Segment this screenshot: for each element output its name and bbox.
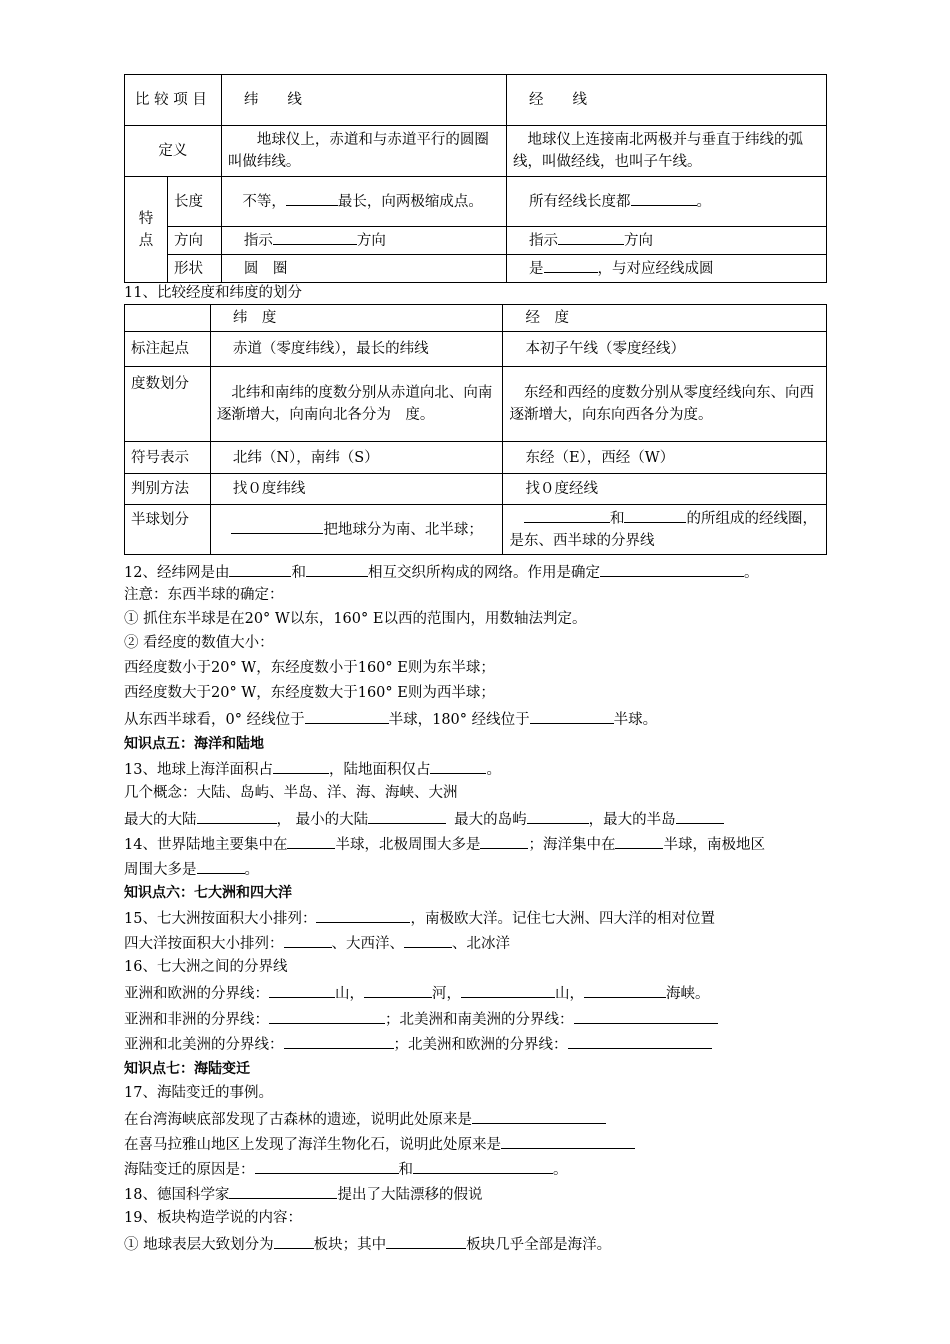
judge-label: 判别方法 (125, 474, 211, 505)
length-label: 长度 (167, 177, 221, 227)
item-14: 14、世界陆地主要集中在 半球，北极周围大多是 ；海洋集中在 半球，南极地区 (124, 833, 765, 855)
concepts-line: 几个概念：大陆、岛屿、半岛、洋、海、海峡、大洲 (124, 785, 458, 801)
largest-line: 最大的大陆 ， 最小的大陆 最大的岛屿 ，最大的半岛 (124, 808, 724, 830)
t2-header-lat: 纬 度 (210, 305, 503, 332)
shape-lat: 圆 圈 (221, 255, 506, 283)
item-12: 12、经纬网是由 和 相互交织所构成的网络。作用是确定 。 (124, 561, 758, 583)
definition-lon: 地球仪上连接南北两极并与垂直于纬线的弧线，叫做经线，也叫子午线。 (507, 126, 827, 177)
hemisphere-label: 半球划分 (125, 505, 211, 555)
t2-header-empty (125, 305, 211, 332)
division-label: 度数划分 (125, 367, 211, 442)
item-13: 13、地球上海洋面积占 ，陆地面积仅占 。 (124, 758, 501, 780)
note-2: ② 看经度的数值大小： (124, 635, 274, 651)
hemisphere-lat: 把地球分为南、北半球； (210, 505, 503, 555)
judge-lat: 找０度纬线 (210, 474, 503, 505)
row-definition-label: 定义 (125, 126, 222, 177)
symbol-lat: 北纬（N），南纬（S） (210, 442, 503, 474)
note-5: 从东西半球看，0° 经线位于 半球，180° 经线位于 半球。 (124, 708, 657, 730)
oceans-line: 四大洋按面积大小排列： 、大西洋、 、北冰洋 (124, 932, 510, 954)
taiwan-line: 在台湾海峡底部发现了古森林的遗迹，说明此处原来是 (124, 1108, 606, 1130)
direction-lon: 指示 方向 (507, 227, 827, 255)
section-heading-5: 知识点五：海洋和陆地 (124, 736, 264, 752)
asia-europe-line: 亚洲和欧洲的分界线： 山， 河， 山， 海峡。 (124, 982, 710, 1004)
length-lon: 所有经线长度都 。 (507, 177, 827, 227)
hemisphere-lon: 和 的所组成的经线圈，是东、西半球的分界线 (503, 505, 827, 555)
length-lat: 不等， 最长，向两极缩成点。 (221, 177, 506, 227)
division-lat: 北纬和南纬的度数分别从赤道向北、向南逐渐增大，向南向北各分为 度。 (210, 367, 503, 442)
item-16: 16、七大洲之间的分界线 (124, 959, 288, 975)
definition-lat: 地球仪上，赤道和与赤道平行的圆圈叫做纬线。 (221, 126, 506, 177)
item-15: 15、七大洲按面积大小排列： ，南极欧大洋。记住七大洲、四大洋的相对位置 (124, 907, 715, 929)
judge-lon: 找０度经线 (503, 474, 827, 505)
direction-label: 方向 (167, 227, 221, 255)
himalaya-line: 在喜马拉雅山地区上发现了海洋生物化石，说明此处原来是 (124, 1133, 635, 1155)
header-lat-line: 纬 线 (221, 75, 506, 126)
item-19: 19、板块构造学说的内容： (124, 1210, 302, 1226)
note-heading: 注意：东西半球的确定： (124, 587, 284, 603)
direction-lat: 指示 方向 (221, 227, 506, 255)
header-item: 比 较 项 目 (125, 75, 222, 126)
features-label: 特点 (125, 177, 168, 283)
asia-na-line: 亚洲和北美洲的分界线： ；北美洲和欧洲的分界线： (124, 1033, 712, 1055)
reason-line: 海陆变迁的原因是： 和 。 (124, 1158, 568, 1180)
symbol-label: 符号表示 (125, 442, 211, 474)
t2-header-lon: 经 度 (503, 305, 827, 332)
header-lon-line: 经 线 (507, 75, 827, 126)
asia-africa-line: 亚洲和非洲的分界线： ；北美洲和南美洲的分界线： (124, 1008, 718, 1030)
item-14-cont: 周围大多是 。 (124, 858, 259, 880)
lat-lon-degree-table (124, 304, 827, 555)
start-label: 标注起点 (125, 332, 211, 367)
note-4: 西经度数大于20° W，东经度数大于160° E则为西半球； (124, 685, 495, 701)
shape-lon: 是 ，与对应经线成圆 (507, 255, 827, 283)
start-lon: 本初子午线（零度经线） (503, 332, 827, 367)
section-heading-6: 知识点六：七大洲和四大洋 (124, 885, 292, 901)
plates-line: ① 地球表层大致划分为 板块；其中 板块几乎全部是海洋。 (124, 1233, 611, 1255)
item-17: 17、海陆变迁的事例。 (124, 1085, 273, 1101)
item-18: 18、德国科学家 提出了大陆漂移的假说 (124, 1183, 482, 1205)
symbol-lon: 东经（E），西经（W） (503, 442, 827, 474)
lat-lon-line-table (124, 74, 827, 283)
shape-label: 形状 (167, 255, 221, 283)
start-lat: 赤道（零度纬线），最长的纬线 (210, 332, 503, 367)
note-1: ① 抓住东半球是在20° W以东，160° E以西的范围内，用数轴法判定。 (124, 611, 587, 627)
section-heading-7: 知识点七：海陆变迁 (124, 1061, 250, 1077)
division-lon: 东经和西经的度数分别从零度经线向东、向西逐渐增大，向东向西各分为度。 (503, 367, 827, 442)
note-3: 西经度数小于20° W，东经度数小于160° E则为东半球； (124, 660, 495, 676)
item-11: 11、比较经度和纬度的划分 (124, 285, 302, 301)
